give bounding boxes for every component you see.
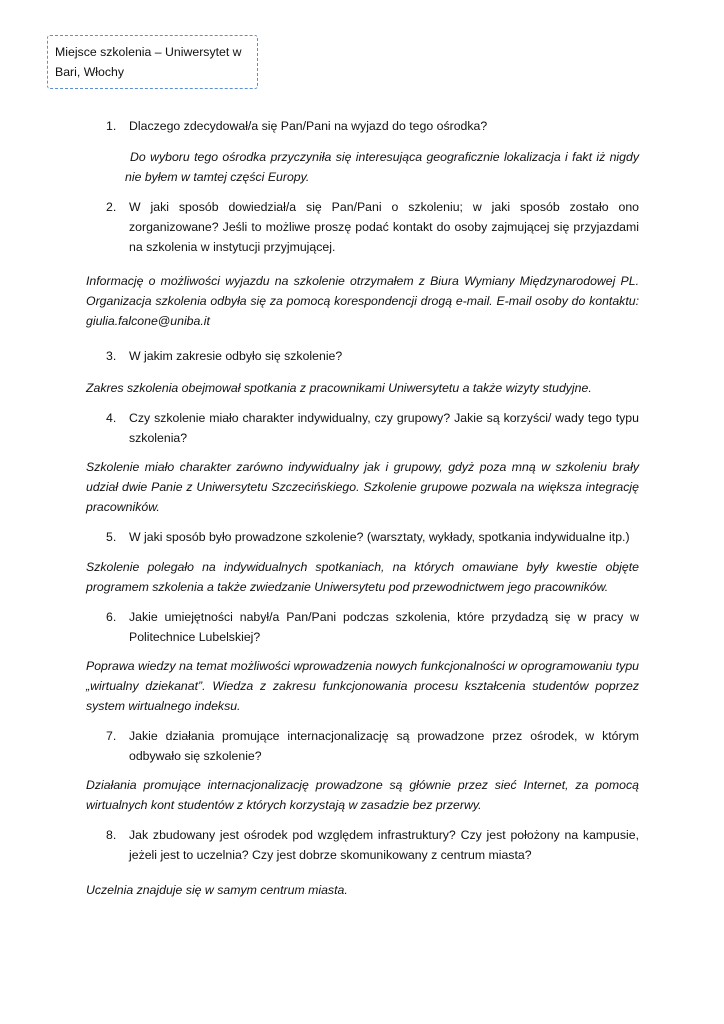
question-number: 1. — [106, 119, 117, 133]
answer-6: Poprawa wiedzy na temat możliwości wprowadzenia nowych funkcjonalności w oprogramowaniu typu „wirtualny dziekanat”. Wiedza z zakresu funkcjonowania procesu kształcenia studentów poprzez system wirtualnego indeksu. — [86, 659, 639, 713]
question-6 — [86, 607, 639, 647]
question-text: W jakim zakresie odbyło się szkolenie? — [129, 349, 343, 363]
answer-1: Do wyboru tego ośrodka przyczyniła się interesująca geograficznie lokalizacja i fakt iż nigdy nie byłem w tamtej części Europy. — [125, 150, 639, 184]
answer-2: Informację o możliwości wyjazdu na szkolenie otrzymałem z Biura Wymiany Międzynarodowej PL. Organizacja szkolenia odbyła się za pomocą korespondencji drogą e-mail. E-mail osoby do kontaktu: giulia.falcone@uniba.it — [86, 274, 639, 328]
answer-5: Szkolenie polegało na indywidualnych spotkaniach, na których omawiane były kwestie objęte programem szkolenia a także zwiedzanie Uniwersytetu pod przewodnictwem jego pracowników. — [86, 560, 639, 594]
question-5 — [86, 527, 639, 547]
question-7 — [86, 726, 639, 766]
answer-4: Szkolenie miało charakter zarówno indywidualny jak i grupowy, gdyż poza mną w szkoleniu brały udział dwie Panie z Uniwersytetu Szczecińskiego. Szkolenie grupowe pozwala na większa integrację pracowników. — [86, 460, 639, 514]
question-number: 2. — [106, 200, 117, 214]
question-text: W jaki sposób dowiedział/a się Pan/Pani o szkoleniu; w jaki sposób zostało ono zorganizowane? Jeśli to możliwe proszę podać kontakt do osoby zajmującej się przyjazdami na szkolenia w instytucji przyjmującej. — [129, 200, 639, 254]
answer-3: Zakres szkolenia obejmował spotkania z pracownikami Uniwersytetu a także wizyty studyjne. — [86, 381, 592, 395]
question-number: 7. — [106, 729, 117, 743]
question-2 — [86, 197, 639, 257]
question-text: W jaki sposób było prowadzone szkolenie? (warsztaty, wykłady, spotkania indywidualne itp.) — [129, 530, 630, 544]
question-text: Dlaczego zdecydował/a się Pan/Pani na wyjazd do tego ośrodka? — [129, 119, 488, 133]
question-3 — [86, 346, 639, 366]
question-8 — [86, 825, 639, 865]
question-1 — [86, 116, 639, 136]
question-text: Jak zbudowany jest ośrodek pod względem infrastruktury? Czy jest położony na kampusie, jeżeli jest to uczelnia? Czy jest dobrze skomunikowany z centrum miasta? — [129, 828, 639, 862]
question-4 — [86, 408, 639, 448]
question-number: 4. — [106, 411, 117, 425]
question-number: 5. — [106, 530, 117, 544]
training-location-line-1: Miejsce szkolenia – Uniwersytet w — [55, 45, 242, 59]
question-text: Jakie działania promujące internacjonalizację są prowadzone przez ośrodek, w którym odbywało się szkolenie? — [129, 729, 639, 763]
question-number: 8. — [106, 828, 117, 842]
question-text: Jakie umiejętności nabył/a Pan/Pani podczas szkolenia, które przydadzą się w pracy w Politechnice Lubelskiej? — [129, 610, 639, 644]
training-location-box — [47, 35, 258, 89]
training-location-line-2: Bari, Włochy — [55, 65, 125, 79]
question-text: Czy szkolenie miało charakter indywidualny, czy grupowy? Jakie są korzyści/ wady tego typu szkolenia? — [129, 411, 639, 445]
answer-8: Uczelnia znajduje się w samym centrum miasta. — [86, 883, 348, 897]
question-number: 6. — [106, 610, 117, 624]
question-number: 3. — [106, 349, 117, 363]
answer-7: Działania promujące internacjonalizację prowadzone są głównie przez sieć Internet, za pomocą wirtualnych kont studentów z których korzystają w zasadzie bez przerwy. — [86, 778, 639, 812]
